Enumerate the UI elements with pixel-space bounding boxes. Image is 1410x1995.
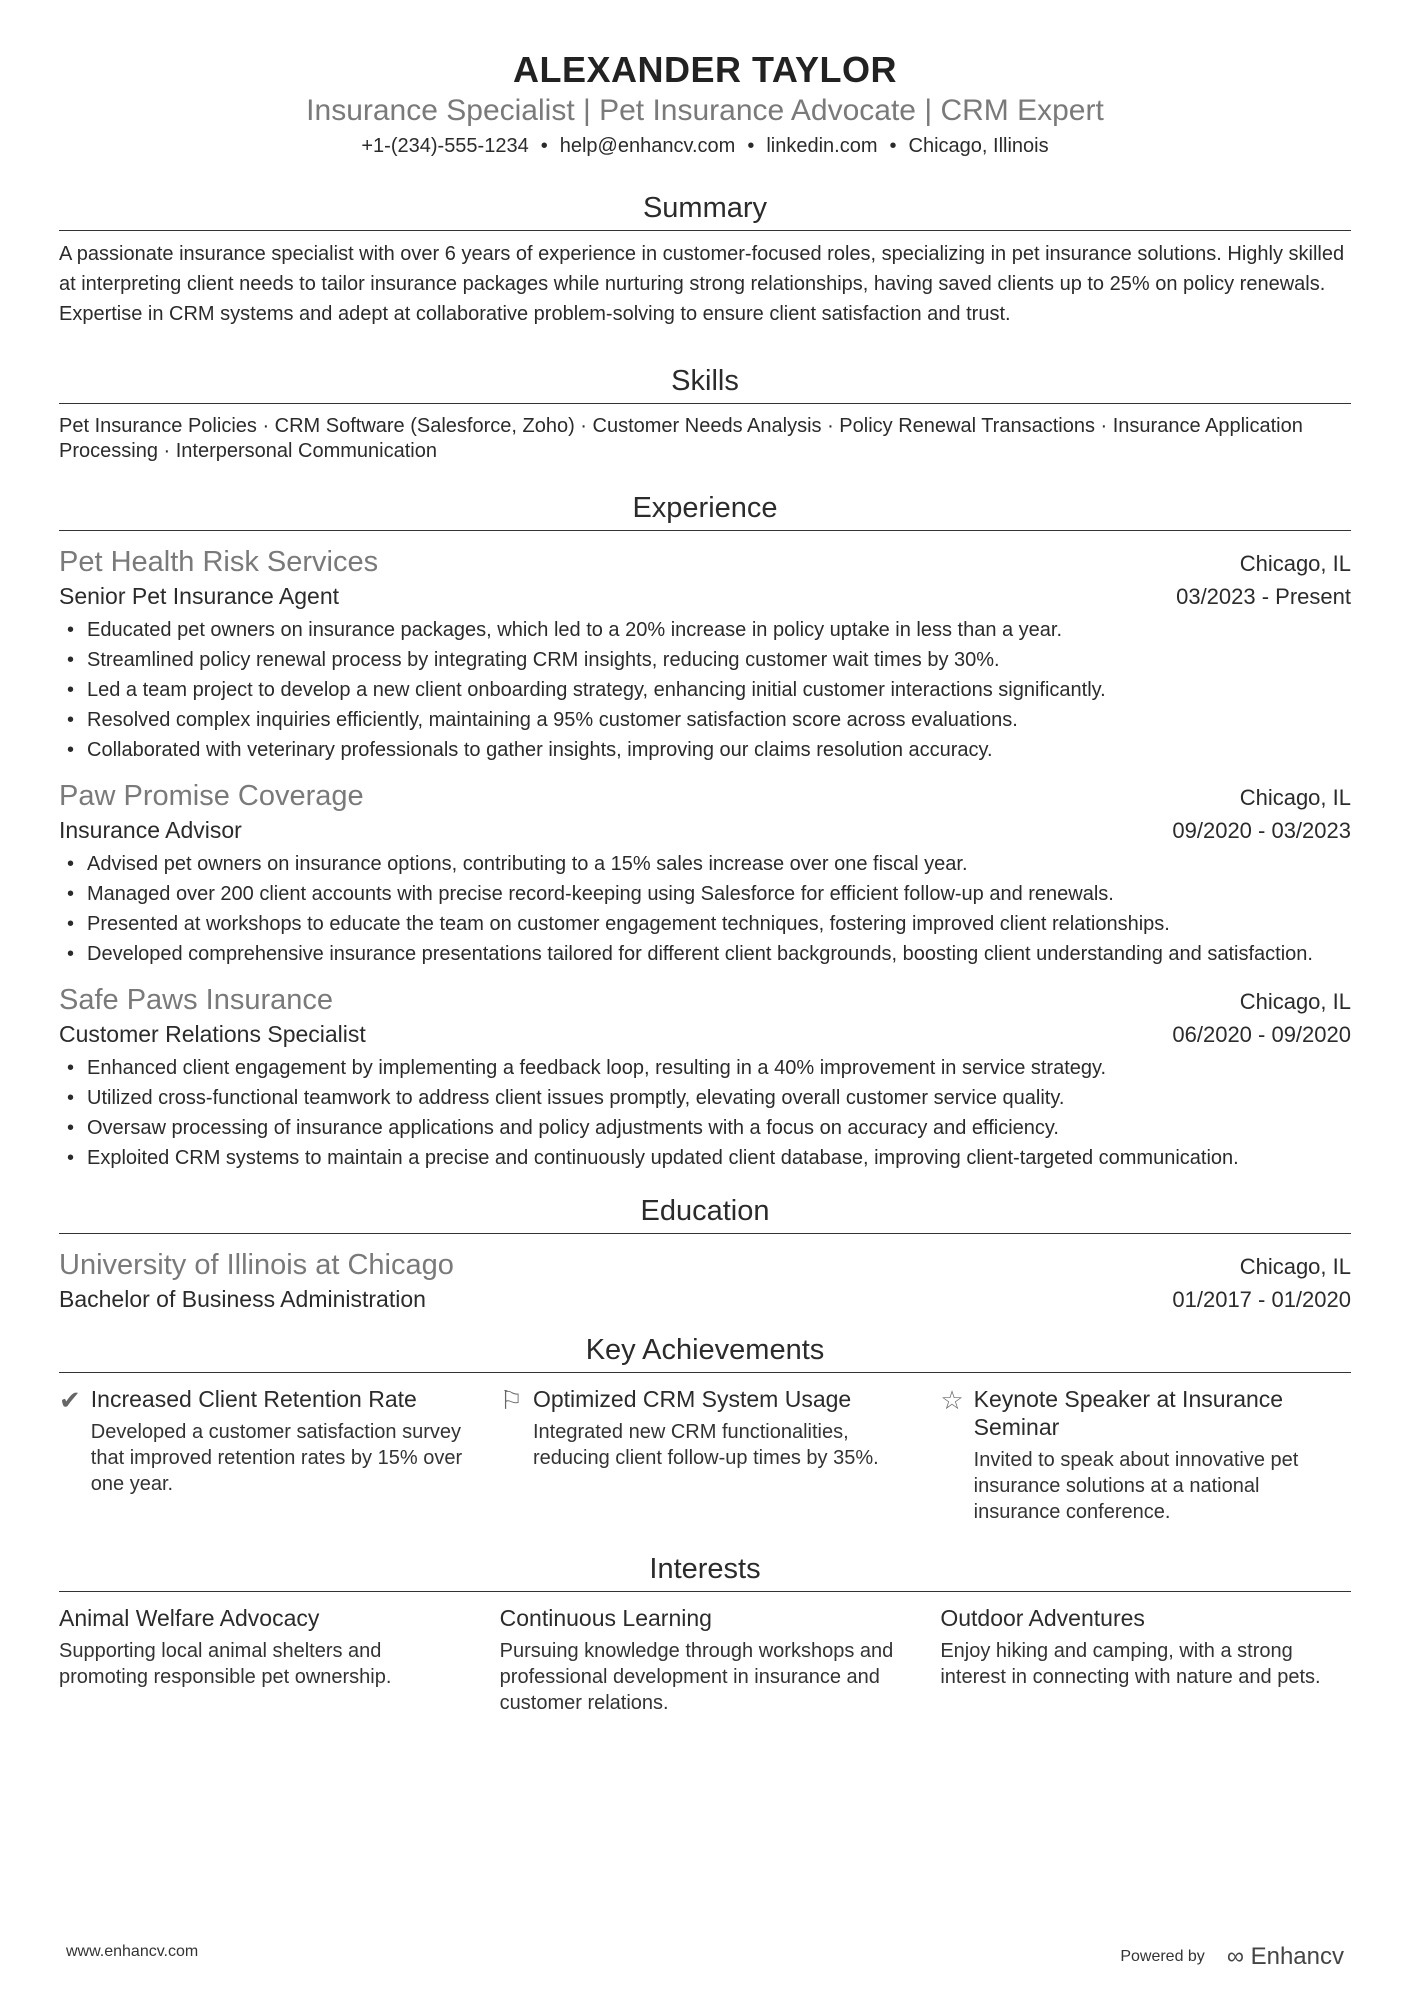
interest-text: Pursuing knowledge through workshops and professional development in insurance and customer relations. (499, 1640, 894, 1714)
separator: • (540, 135, 548, 157)
achievement-text: Developed a customer satisfaction survey that improved retention rates by 15% over one year. (90, 1421, 463, 1495)
location: Chicago, Illinois (908, 135, 1049, 157)
company-name: Safe Paws Insurance (59, 984, 334, 1016)
achievement-title: Keynote Speaker at Insurance Seminar (973, 1386, 1284, 1440)
company-name: Pet Health Risk Services (59, 546, 379, 578)
powered-by (1120, 1943, 1344, 1971)
separator: • (747, 135, 755, 157)
job-bullet: • Collaborated with veterinary professionals to gather insights, improving our claims resolution accuracy. (59, 735, 1351, 765)
checkmark-icon: ✔ (59, 1385, 81, 1415)
job-bullet: • Exploited CRM systems to maintain a precise and continuously updated client database, improving client-targeted communication. (59, 1143, 1351, 1173)
job-entry (59, 543, 1351, 765)
experience-list (59, 543, 1351, 1173)
job-entry (59, 981, 1351, 1173)
interest-title: Continuous Learning (499, 1605, 712, 1631)
job-bullet: • Developed comprehensive insurance presentations tailored for different client backgrounds, boosting client understanding and satisfaction. (59, 939, 1351, 969)
achievement-text: Invited to speak about innovative pet insurance solutions at a national insurance conference. (973, 1449, 1299, 1523)
powered-by-label: Powered by (1120, 1948, 1205, 1965)
job-role: Customer Relations Specialist (59, 1021, 366, 1047)
education-entry (59, 1246, 1351, 1314)
achievement-title: Increased Client Retention Rate (90, 1386, 417, 1412)
job-bullet: • Educated pet owners on insurance packages, which led to a 20% increase in policy uptake in less than a year. (59, 615, 1351, 645)
job-bullet: • Oversaw processing of insurance applications and policy adjustments with a focus on accuracy and efficiency. (59, 1113, 1351, 1143)
degree: Bachelor of Business Administration (59, 1286, 426, 1312)
interest-text: Supporting local animal shelters and promoting responsible pet ownership. (59, 1640, 392, 1688)
job-bullets (59, 849, 1351, 969)
interest-item (500, 1604, 911, 1716)
summary-text: A passionate insurance specialist with over 6 years of experience in customer-focused roles, specializing in pet insurance solutions. Highly skilled at interpreting client needs to tailor insurance packages while nurturing strong relationships, having saved clients up to 25% on policy renewals. Expertise in CRM systems and adept at collaborative problem-solving to ensure client satisfaction and trust. (59, 243, 1345, 325)
job-role: Senior Pet Insurance Agent (59, 583, 340, 609)
job-bullet: • Managed over 200 client accounts with precise record-keeping using Salesforce for efficient follow-up and renewals. (59, 879, 1351, 909)
achievement-title: Optimized CRM System Usage (532, 1386, 852, 1412)
job-bullet: • Streamlined policy renewal process by integrating CRM insights, reducing customer wait times by 30%. (59, 645, 1351, 675)
contact-line (59, 132, 1351, 160)
interests-heading: Interests (59, 1551, 1351, 1592)
experience-heading: Experience (59, 490, 1351, 531)
achievements-list (59, 1385, 1351, 1525)
job-bullet: • Led a team project to develop a new client onboarding strategy, enhancing initial customer interactions significantly. (59, 675, 1351, 705)
enhancv-logo (1227, 1943, 1344, 1971)
school-name: University of Illinois at Chicago (59, 1249, 454, 1281)
job-dates: 09/2020 - 03/2023 (1172, 818, 1351, 843)
summary-heading: Summary (59, 190, 1351, 231)
separator: • (889, 135, 897, 157)
job-location: Chicago, IL (1239, 989, 1351, 1014)
education-dates: 01/2017 - 01/2020 (1172, 1287, 1351, 1312)
linkedin-link[interactable]: linkedin.com (766, 135, 878, 157)
job-entry (59, 777, 1351, 969)
brand-name: Enhancv (1250, 1943, 1344, 1970)
achievement-item (940, 1385, 1351, 1525)
achievement-text: Integrated new CRM functionalities, reducing client follow-up times by 35%. (532, 1421, 879, 1469)
job-bullets (59, 1053, 1351, 1173)
interest-item (940, 1604, 1351, 1716)
skills-heading: Skills (59, 363, 1351, 404)
job-bullet: • Enhanced client engagement by implementing a feedback loop, resulting in a 40% improvement in service strategy. (59, 1053, 1351, 1083)
education-heading: Education (59, 1193, 1351, 1234)
achievements-heading: Key Achievements (59, 1332, 1351, 1373)
website-link[interactable]: www.enhancv.com (66, 1943, 199, 1960)
email-link[interactable]: help@enhancv.com (559, 135, 736, 157)
interest-item (59, 1604, 470, 1716)
job-role: Insurance Advisor (59, 817, 242, 843)
job-dates: 03/2023 - Present (1176, 584, 1351, 609)
star-icon: ☆ (940, 1385, 964, 1415)
candidate-name: ALEXANDER TAYLOR (512, 49, 898, 90)
job-dates: 06/2020 - 09/2020 (1172, 1022, 1351, 1047)
phone: +1-(234)-555-1234 (361, 135, 529, 157)
school-location: Chicago, IL (1239, 1254, 1351, 1279)
job-location: Chicago, IL (1239, 551, 1351, 576)
achievement-item (59, 1385, 470, 1525)
job-bullet: • Presented at workshops to educate the team on customer engagement techniques, fostering improved client relationships. (59, 909, 1351, 939)
achievement-item (500, 1385, 911, 1525)
enhancv-logo-icon: ∞ (1226, 1943, 1244, 1970)
flag-icon: ⚐ (499, 1385, 523, 1415)
job-bullet: • Resolved complex inquiries efficiently, maintaining a 95% customer satisfaction score across evaluations. (59, 705, 1351, 735)
footer (66, 1943, 1344, 1971)
job-bullet: • Advised pet owners on insurance options, contributing to a 15% sales increase over one fiscal year. (59, 849, 1351, 879)
skills-list: Pet Insurance Policies · CRM Software (Salesforce, Zoho) · Customer Needs Analysis · Policy Renewal Transactions · Insurance Application Processing · Interpersonal Communication (59, 415, 1303, 462)
interest-title: Outdoor Adventures (940, 1605, 1145, 1631)
job-bullets (59, 615, 1351, 765)
interest-text: Enjoy hiking and camping, with a strong interest in connecting with nature and pets. (940, 1640, 1321, 1688)
company-name: Paw Promise Coverage (59, 780, 364, 812)
interest-title: Animal Welfare Advocacy (59, 1605, 320, 1631)
interests-list (59, 1604, 1351, 1716)
job-location: Chicago, IL (1239, 785, 1351, 810)
job-bullet: • Utilized cross-functional teamwork to address client issues promptly, elevating overall customer service quality. (59, 1083, 1351, 1113)
candidate-title: Insurance Specialist | Pet Insurance Advocate | CRM Expert (306, 94, 1104, 127)
